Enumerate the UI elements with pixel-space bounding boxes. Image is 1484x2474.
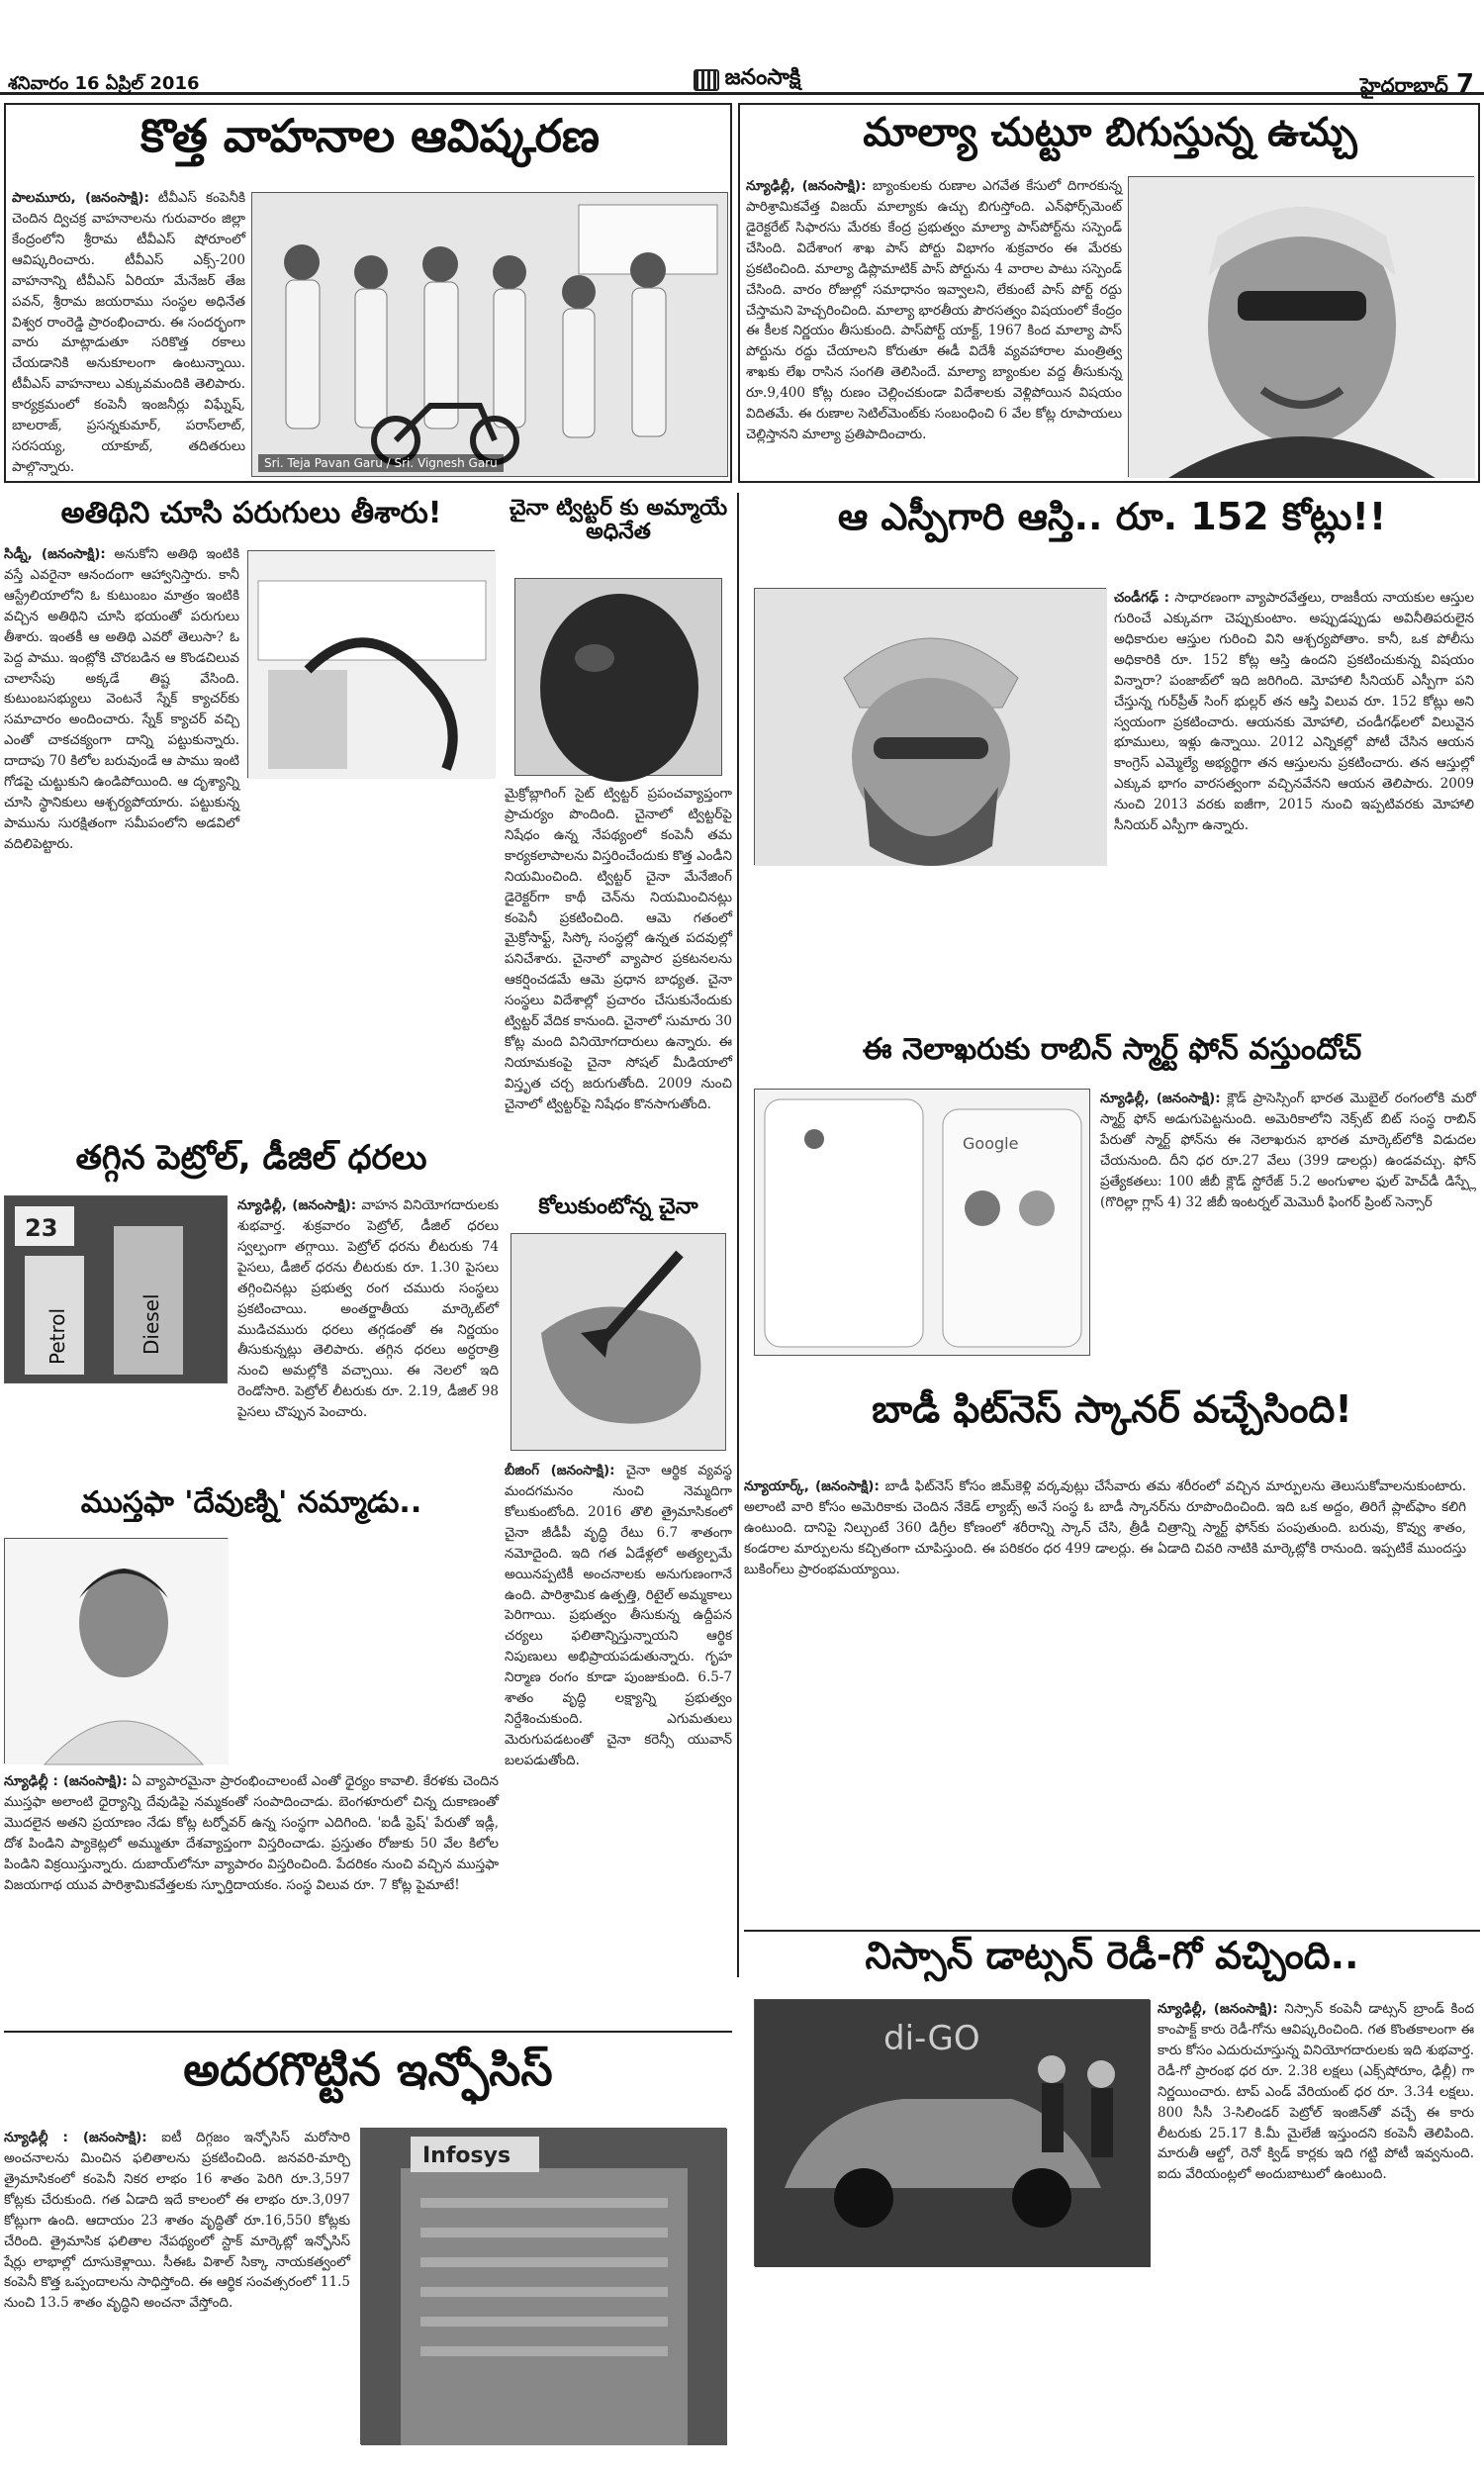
headline-robin: ఈ నెలాఖరుకు రాబిన్ స్మార్ట్ ఫోన్ వస్తుందోచ్ [862, 1032, 1362, 1067]
article-mallya [738, 103, 1480, 483]
pump-label-diesel: Diesel [139, 1293, 163, 1355]
mustafa-portrait [5, 1539, 229, 1764]
robin-phone-screen-label: Google [963, 1134, 1019, 1153]
headline-bodyscan: బాడీ ఫిట్‌నెస్ స్కానర్ వచ్చేసింది! [872, 1387, 1352, 1431]
text-mallya: బ్యాంకులకు రుణాల ఎగవేత కేసులో దిగారకున్న పారిశ్రామికవేత్త విజయ్ మాల్యాకు ఉచ్చు బిగుస్తోంది. ఎన్‌ఫోర్స్‌మెంట్ డైరెక్టరేట్ సిఫారసు మేరకు కేంద్ర ప్రభుత్వం మాల్యా పాస్‌పోర్ట్‌ను సస్పెండ్ చేసింది. విదేశాంగ శాఖ పాస్ పోర్టు విభాగం శుక్రవారం ఈ మేరకు ప్రకటించింది. మాల్యా డిప్లొమాటిక్ పాస్ పోర్టును 4 వారాల పాటు సస్పెండ్ చేసింది. వారం రోజుల్లో సమాధానం ఇవ్వాలని, లేకుంటే పాస్ పోర్ట్ రద్దు చేస్తామని హెచ్చరించింది. మాల్యా భారతీయ పౌరసత్వం విషయంలో కేంద్రం ఈ కీలక నిర్ణయం తీసుకుంది. పాస్‌పోర్ట్ యాక్ట్, 1967 కింద మాల్యా పాస్ పోర్టును రద్దు చేయాలని కోరుతూ ఈడీ విదేశీ వ్యవహారాల మంత్రిత్వ శాఖకు లేఖ రాసిన సంగతి తెలిసిందే. మాల్యా బ్యాంకుల వద్ద తీసుకున్న రూ.9,400 కోట్ల రుణం చెల్లించకుండా విదేశాలకు వెళ్లిపోయిన విషయం విదితమే. ఈ రుణాల సెటిల్‌మెంట్‌కు సంబంధించి 6 వేల కోట్ల రూపాయలు చెల్లిస్తానని మాల్యా ప్రతిపాదించారు. [746, 178, 1122, 443]
article-china [505, 1193, 732, 1965]
text-sp-assets: సాధారణంగా వ్యాపారవేత్తలు, రాజకీయ నాయకుల ఆస్తుల గురించే ఎక్కువగా చెప్పుకుంటాం. అప్పుడప్పుడు అవినీతిపరులైన అధికారుల ఆస్తుల గురించి విని ఆశ్చర్యపోతాం. కానీ, ఒక పోలీసు అధికారికి రూ. 152 కోట్ల ఆస్తి ఉందని ప్రకటించుకున్న విషయం విన్నారా? పంజాబ్‌లో ఇది జరిగింది. మోహాలి సీనియర్ ఎస్పీగా పని చేస్తున్న గుర్‌ప్రీత్ సింగ్ భుల్లర్ తన ఆస్తి విలువ రూ. 152 కోట్లు అని స్వయంగా ప్రకటించారు. ఆయనకు మోహాలి, చండీగఢ్‌లలో విలువైన భూములు, ఇళ్లు ఉన్నాయి. 2012 ఎన్నికల్లో పోటీ చేసిన ఆయన కాంగ్రెస్ ఎమ్మెల్యే అభ్యర్థిగా తన ఆస్తులను ప్రకటించారు. తన ఆస్తుల్లో ఎక్కువ భాగం వారసత్వంగా వచ్చినవేనని ఆయన తెలిపారు. 2009 నుంచి 2013 వరకు ఐజీగా, 2015 నుంచి ఇప్పటివరకు మోహాలి సీనియర్ ఎస్పీగా ఉన్నారు. [1114, 590, 1474, 834]
body-twitter: మైక్రోబ్లాగింగ్ సైట్ ట్విట్టర్ ప్రపంచవ్యాప్తంగా ప్రాచుర్యం పొందింది. చైనాలో ట్విట్టర్‌పై నిషేధం ఉన్న నేపథ్యంలో కంపెనీ తమ కార్యకలాపాలను విస్తరించేందుకు కొత్త ఎండీని నియమించింది. ట్విట్టర్ చైనా మేనేజింగ్ డైరెక్టర్‌గా కాథీ చెన్‌ను నియమించినట్లు కంపెనీ ప్రకటించింది. ఆమె గతంలో మైక్రోసాఫ్ట్, సిస్కో సంస్థల్లో ఉన్నత పదవుల్లో పనిచేశారు. చైనాలో వ్యాపార ప్రకటనలను ఆకర్షించడమే ఆమె ప్రధాన బాధ్యత. చైనా సంస్థలు విదేశాల్లో ప్రచారం చేసుకునేందుకు ట్విట్టర్ వేదిక కానుంది. చైనాలో సుమారు 30 కోట్ల మంది వినియోగదారులు ఉన్నారు. ఈ నియామకంపై చైనా సోషల్ మీడియాలో విస్తృత చర్చ జరుగుతోంది. 2009 నుంచి చైనాలో ట్విట్టర్‌పై నిషేధం కొనసాగుతోంది. [505, 786, 732, 1112]
body-mustafa [4, 1771, 499, 1995]
infosys-building-sign: Infosys [422, 2143, 511, 2168]
headline-petrol: తగ్గిన పెట్రోల్, డీజిల్ ధరలు [75, 1138, 427, 1178]
edition-city [1360, 69, 1474, 102]
dateline-mustafa: న్యూఢిల్లీ : (జనంసాక్షి): [4, 1773, 128, 1789]
text-infosys: ఐటీ దిగ్గజం ఇన్ఫోసిస్ మరోసారి అంచనాలను మించిన ఫలితాలను ప్రకటించింది. జనవరి-మార్చి త్రైమాసికంలో కంపెనీ నికర లాభం 16 శాతం పెరిగి రూ.3,597 కోట్లకు చేరుకుంది. గత ఏడాది ఇదే కాలంలో ఈ లాభం రూ.3,097 కోట్లుగా ఉంది. ఆదాయం 23 శాతం వృద్ధితో రూ.16,550 కోట్లకు చేరింది. త్రైమాసిక ఫలితాల నేపథ్యంలో స్టాక్ మార్కెట్లో ఇన్ఫోసిస్ షేర్లు లాభాల్లో దూసుకెళ్లాయి. సీఈఓ విశాల్ సిక్కా నాయకత్వంలో కంపెనీ కొత్త ఒప్పందాలను సాధిస్తోంది. ఈ ఆర్థిక సంవత్సరంలో 11.5 నుంచి 13.5 శాతం వృద్ధిని అంచనా వేస్తోంది. [4, 2130, 350, 2312]
issue-date: శనివారం 16 ఏప్రిల్ 2016 [8, 73, 200, 94]
body-sp-assets [1114, 588, 1474, 1023]
dateline-bodyscan: న్యూయార్క్, (జనంసాక్షి): [744, 1478, 880, 1494]
newspaper-logo [643, 65, 851, 95]
photo-china-map [510, 1233, 726, 1451]
pump-number: 23 [25, 1214, 58, 1242]
article-infosys [4, 2043, 732, 2470]
datsun-model-badge: di-GO [883, 2019, 980, 2058]
article-twitter [505, 493, 732, 1186]
section-divider [744, 1930, 1480, 1932]
newspaper-name: జనంసాక్షి [724, 65, 801, 90]
photo-twitter-head [514, 578, 722, 776]
photo-mallya [1128, 176, 1474, 477]
text-robin: క్లౌడ్ ప్రాసెస్సింగ్ భారత మొబైల్ రంగంలోకి మరో స్మార్ట్ ఫోన్ అడుగుపెట్టనుంది. అమెరికాలోని నెక్స్‌ట్ బిట్ సంస్థ రాబిన్ పేరుతో స్మార్ట్ ఫోన్‌ను ఈ నెలాఖరున భారత మార్కెట్‌లోకి విడుదల చేయనుంది. దీని ధర రూ.27 వేలు (399 డాలర్లు) ఉండవచ్చు. ఫోన్ ప్రత్యేకతలు: 100 జీబీ క్లౌడ్ స్టోరేజ్ 5.2 అంగుళాల ఫుల్ హెచ్‌డీ డిస్ప్లే (గొరిల్లా గ్లాస్ 4) 32 జీబీ ఇంటర్నల్ మెమొరీ ఫింగర్ ప్రింట్ సెన్సార్ [1100, 1091, 1476, 1210]
robin-phone-illustration [755, 1090, 1091, 1357]
sp-officer-portrait [755, 589, 1107, 866]
dateline-datsun: న్యూఢిల్లీ, (జనంసాక్షి): [1158, 2001, 1278, 2017]
newspaper-logo-icon [694, 69, 719, 91]
page-number: 7 [1455, 69, 1474, 99]
vehicle-photo-caption: Sri. Teja Pavan Garu / Sri. Vignesh Garu [258, 454, 504, 472]
body-china [505, 1461, 732, 1961]
headline-mustafa: ముస్తఫా 'దేవుణ్ని' నమ్మాడు.. [80, 1485, 422, 1520]
china-map-illustration [511, 1234, 727, 1452]
dateline-mallya: న్యూఢిల్లీ, (జనంసాక్షి): [746, 178, 867, 194]
body-infosys [4, 2128, 350, 2468]
photo-infosys-building [360, 2128, 726, 2444]
body-guest [4, 544, 239, 1130]
body-vehicles [12, 188, 245, 477]
petrol-pumps-illustration [5, 1196, 229, 1384]
infosys-building-illustration [361, 2129, 727, 2445]
article-robin [744, 1029, 1480, 1366]
headline-mallya: మాల్యా చుట్టూ బిగుస్తున్న ఉచ్చు [863, 110, 1357, 155]
article-vehicles [4, 103, 732, 483]
text-china: చైనా ఆర్థిక వ్యవస్థ మందగమనం నుంచి నెమ్మదిగా కోలుకుంటోంది. 2016 తొలి త్రైమాసికంలో చైనా జీడీపీ వృద్ధి రేటు 6.7 శాతంగా నమోదైంది. ఇది గత ఏడేళ్లలో అత్యల్పమే అయినప్పటికీ అంచనాలకు అనుగుణంగానే ఉంది. పారిశ్రామిక ఉత్పత్తి, రిటైల్ అమ్మకాలు పెరిగాయి. ప్రభుత్వం తీసుకున్న ఉద్దీపన చర్యలు ఫలితాన్నిస్తున్నాయని ఆర్థిక నిపుణులు అభిప్రాయపడుతున్నారు. గృహ నిర్మాణ రంగం కూడా పుంజుకుంది. 6.5-7 శాతం వృద్ధి లక్ష్యాన్ని ప్రభుత్వం నిర్దేశించుకుంది. ఎగుమతులు మెరుగుపడటంతో చైనా కరెన్సీ యువాన్ బలపడుతోంది. [505, 1463, 732, 1768]
headline-twitter: చైనా ట్విట్టర్ కు అమ్మాయే అధినేత [509, 496, 728, 545]
article-guest [4, 493, 499, 1134]
headline-sp-assets: ఆ ఎస్పీగారి ఆస్తి.. రూ. 152 కోట్లు!! [837, 495, 1387, 538]
dateline-guest: సిడ్నీ, (జనంసాక్షి): [4, 546, 106, 562]
article-mustafa [4, 1484, 499, 1999]
text-bodyscan: బాడీ ఫిట్‌నెస్ కోసం జిమ్‌కెళ్లి వర్కవుట్లు చేసేవారు తమ శరీరంలో వచ్చిన మార్పులను తెలుసుకోవాలనుకుంటారు. అలాంటి వారి కోసం అమెరికాకు చెందిన నేకెడ్ ల్యాబ్స్ అనే సంస్థ ఓ బాడీ స్కానర్‌ను రూపొందించింది. ఇది ఒక అద్దం, తిరిగే ప్లాట్‌ఫాం కలిగి ఉంటుంది. దానిపై నిల్చుంటే 360 డిగ్రీల కోణంలో శరీరాన్ని స్కాన్ చేసి, త్రీడీ చిత్రాన్ని స్మార్ట్ ఫోన్‌కు పంపుతుంది. బరువు, కొవ్వు శాతం, కండరాల మార్పులను కచ్చితంగా చూపిస్తుంది. ఈ పరికరం ధర 499 డాలర్లు. ఈ ఏడాది చివరి నాటికి మార్కెట్లోకి రానుంది. ఇప్పటికే ముందస్తు బుకింగ్‌లు ప్రారంభమయ్యాయి. [744, 1478, 1467, 1577]
section-divider [4, 2031, 732, 2033]
photo-mustafa [4, 1538, 228, 1763]
text-guest: అనుకోని అతిథి ఇంటికి వస్తే ఎవరైనా ఆనందంగా ఆహ్వానిస్తారు. కానీ ఆస్ట్రేలియాలోని ఓ కుటుంబం మాత్రం ఇంటికి వచ్చిన అతిథిని చూసి భయంతో పరుగులు తీశారు. ఇంతకీ ఆ అతిథి ఎవరో తెలుసా? ఓ పెద్ద పాము. ఇంట్లోకి చొరబడిన ఆ కొండచిలువ చాలాసేపు అక్కడే తిష్ట వేసింది. కుటుంబసభ్యులు వెంటనే స్నేక్ క్యాచర్‌కు సమాచారం అందించారు. స్నేక్ క్యాచర్ వచ్చి ఎంతో చాకచక్యంగా దాన్ని పట్టుకున్నారు. దాదాపు 70 కిలోల బరువుండే ఆ పాము ఇంటి గోడపై చుట్టుకుని ఉండిపోయింది. ఆ దృశ్యాన్ని చూసి స్థానికులు ఆశ్చర్యపోయారు. పట్టుకున్న పామును సురక్షితంగా సమీపంలోని అడవిలో వదిలిపెట్టారు. [4, 546, 239, 852]
city-name: హైదరాబాద్ [1359, 73, 1448, 97]
headline-vehicles: కొత్త వాహనాల ఆవిష్కరణ [140, 109, 600, 162]
photo-petrol-pumps [4, 1195, 228, 1383]
headline-china: కోలుకుంటోన్న చైనా [538, 1194, 698, 1219]
photo-robin-phone [754, 1089, 1090, 1356]
photo-vehicle-launch [251, 192, 728, 477]
dateline-sp-assets: చండీగఢ్ : [1114, 590, 1170, 606]
photo-snake-house [247, 550, 495, 778]
text-vehicles: టీవీఎస్ కంపెనీకి చెందిన ద్విచక్ర వాహనాలను గురువారం జిల్లా కేంద్రంలోని శ్రీరామ టీవీఎస్ షోరూంలో ఆవిష్కరించారు. టీవీఎస్ ఎక్స్-200 వాహనాన్ని టీవీఎస్ ఏరియా మేనేజర్ తేజ పవన్, శ్రీరామ జయరాము సంస్థల అధినేత విశ్వర రాంరెడ్డి ప్రారంభించారు. ఈ సందర్భంగా వారు మాట్లాడుతూ సరికొత్త రకాలు చేయడానికి అనుకూలంగా ఉంటున్నాయి. టీవీఎస్ వాహనాలు ఎక్కువమందికి తెలిపారు. కార్యక్రమంలో కంపెనీ ఇంజనీర్లు విఘ్నేష్, బాలరాజ్, ప్రసన్నకుమార్, పరాస్‌లాట్, సరసయ్య, యాకూబ్, తదితరులు పాల్గొన్నారు. [12, 190, 245, 475]
article-petrol [4, 1138, 499, 1421]
body-petrol [237, 1195, 499, 1421]
text-petrol: వాహన వినియోగదారులకు శుభవార్త. శుక్రవారం పెట్రోల్, డీజిల్ ధరలు స్వల్పంగా తగ్గాయి. పెట్రోల్ ధరను లీటరుకు 74 పైసలు, డీజిల్ ధరను లీటరుకు రూ. 1.30 పైసలు తగ్గించినట్లు ప్రభుత్వ రంగ చమురు సంస్థలు ప్రకటించాయి. అంతర్జాతీయ మార్కెట్‌లో ముడిచమురు ధరలు తగ్గడంతో ఈ నిర్ణయం తీసుకున్నట్లు తెలిపారు. తగ్గిన ధరలు అర్ధరాత్రి నుంచి అమల్లోకి వచ్చాయి. ఈ నెలలో ఇది రెండోసారి. పెట్రోల్ లీటరుకు రూ. 2.19, డీజిల్ 98 పైసలు చొప్పున పెంచారు. [237, 1197, 499, 1421]
article-bodyscan [744, 1389, 1480, 1924]
dateline-petrol: న్యూఢిల్లీ, (జనంసాక్షి): [237, 1197, 357, 1213]
text-datsun: నిస్సాన్ కంపెనీ డాట్సన్ బ్రాండ్ కింద కాంపాక్ట్ కారు రెడీ-గోను ఆవిష్కరించింది. గత కొంతకాలంగా ఈ కారు కోసం ఎదురుచూస్తున్న వినియోగదారులకు ఇది శుభవార్త. రెడీ-గో ప్రారంభ ధర రూ. 2.38 లక్షలు (ఎక్స్‌షోరూం, ఢిల్లీ) గా నిర్ణయించారు. టాప్ ఎండ్ వేరియంట్ ధర రూ. 3.34 లక్షలు. 800 సీసీ 3-సిలిండర్ పెట్రోల్ ఇంజిన్‌తో వచ్చే ఈ కారు లీటరుకు 25.17 కి.మీ మైలేజీ ఇస్తుందని కంపెనీ తెలిపింది. మారుతీ ఆల్టో, రెనో క్విడ్ కార్లకు ఇది గట్టి పోటీ ఇవ్వనుంది. ఐదు వేరియంట్లలో అందుబాటులో ఉంటుంది. [1158, 2001, 1474, 2183]
headline-guest: అతిథిని చూసి పరుగులు తీశారు! [60, 496, 442, 530]
column-divider [737, 493, 739, 1977]
headline-datsun: నిస్సాన్ డాట్సన్ రెడీ-గో వచ్చింది.. [865, 1934, 1359, 1977]
article-sp-assets [744, 493, 1480, 1027]
vehicle-launch-illustration [252, 193, 729, 478]
headline-infosys: అదరగొట్టిన ఇన్ఫోసిస్ [183, 2043, 553, 2096]
photo-sp-officer [754, 588, 1106, 865]
dateline-robin: న్యూఢిల్లీ, (జనంసాక్షి): [1100, 1091, 1221, 1106]
dateline-infosys: న్యూఢిల్లీ : (జనంసాక్షి): [4, 2130, 147, 2145]
twitter-head-illustration [515, 579, 723, 777]
article-datsun [744, 1936, 1480, 2470]
text-mustafa: ఏ వ్యాపారమైనా ప్రారంభించాలంటే ఎంతో ధైర్యం కావాలి. కేరళకు చెందిన ముస్తఫా అలాంటి ధైర్యాన్ని దేవుడిపై నమ్మకంతో సంపాదించాడు. బెంగళూరులో చిన్న దుకాణంతో మొదలైన అతని ప్రయాణం నేడు కోట్ల టర్నోవర్ ఉన్న సంస్థగా ఎదిగింది. 'ఐడీ ఫ్రెష్' పేరుతో ఇడ్లీ, దోశ పిండిని ప్యాకెట్లలో అమ్ముతూ దేశవ్యాప్తంగా విస్తరించాడు. ప్రస్తుతం రోజుకు 50 వేల కిలోల పిండిని విక్రయిస్తున్నారు. దుబాయ్‌లోనూ వ్యాపారం విస్తరించింది. పేదరికం నుంచి వచ్చిన ముస్తఫా విజయగాథ యువ పారిశ్రామికవేత్తలకు స్ఫూర్తిదాయకం. సంస్థ విలువ రూ. 7 కోట్ల పైమాటే! [4, 1773, 499, 1893]
body-bodyscan [744, 1476, 1466, 1912]
pump-label-petrol: Petrol [46, 1307, 69, 1365]
body-datsun [1158, 1999, 1474, 2464]
masthead [0, 0, 1484, 99]
dateline-vehicles: పాలమూరు, (జనంసాక్షి): [12, 190, 149, 206]
snake-house-illustration [248, 551, 496, 779]
body-robin [1100, 1089, 1476, 1362]
photo-datsun-car [754, 1999, 1150, 2266]
dateline-china: బీజింగ్ (జనంసాక్షి): [505, 1463, 615, 1478]
datsun-car-illustration [755, 2000, 1151, 2267]
mallya-portrait [1129, 177, 1475, 478]
body-mallya [746, 176, 1122, 477]
